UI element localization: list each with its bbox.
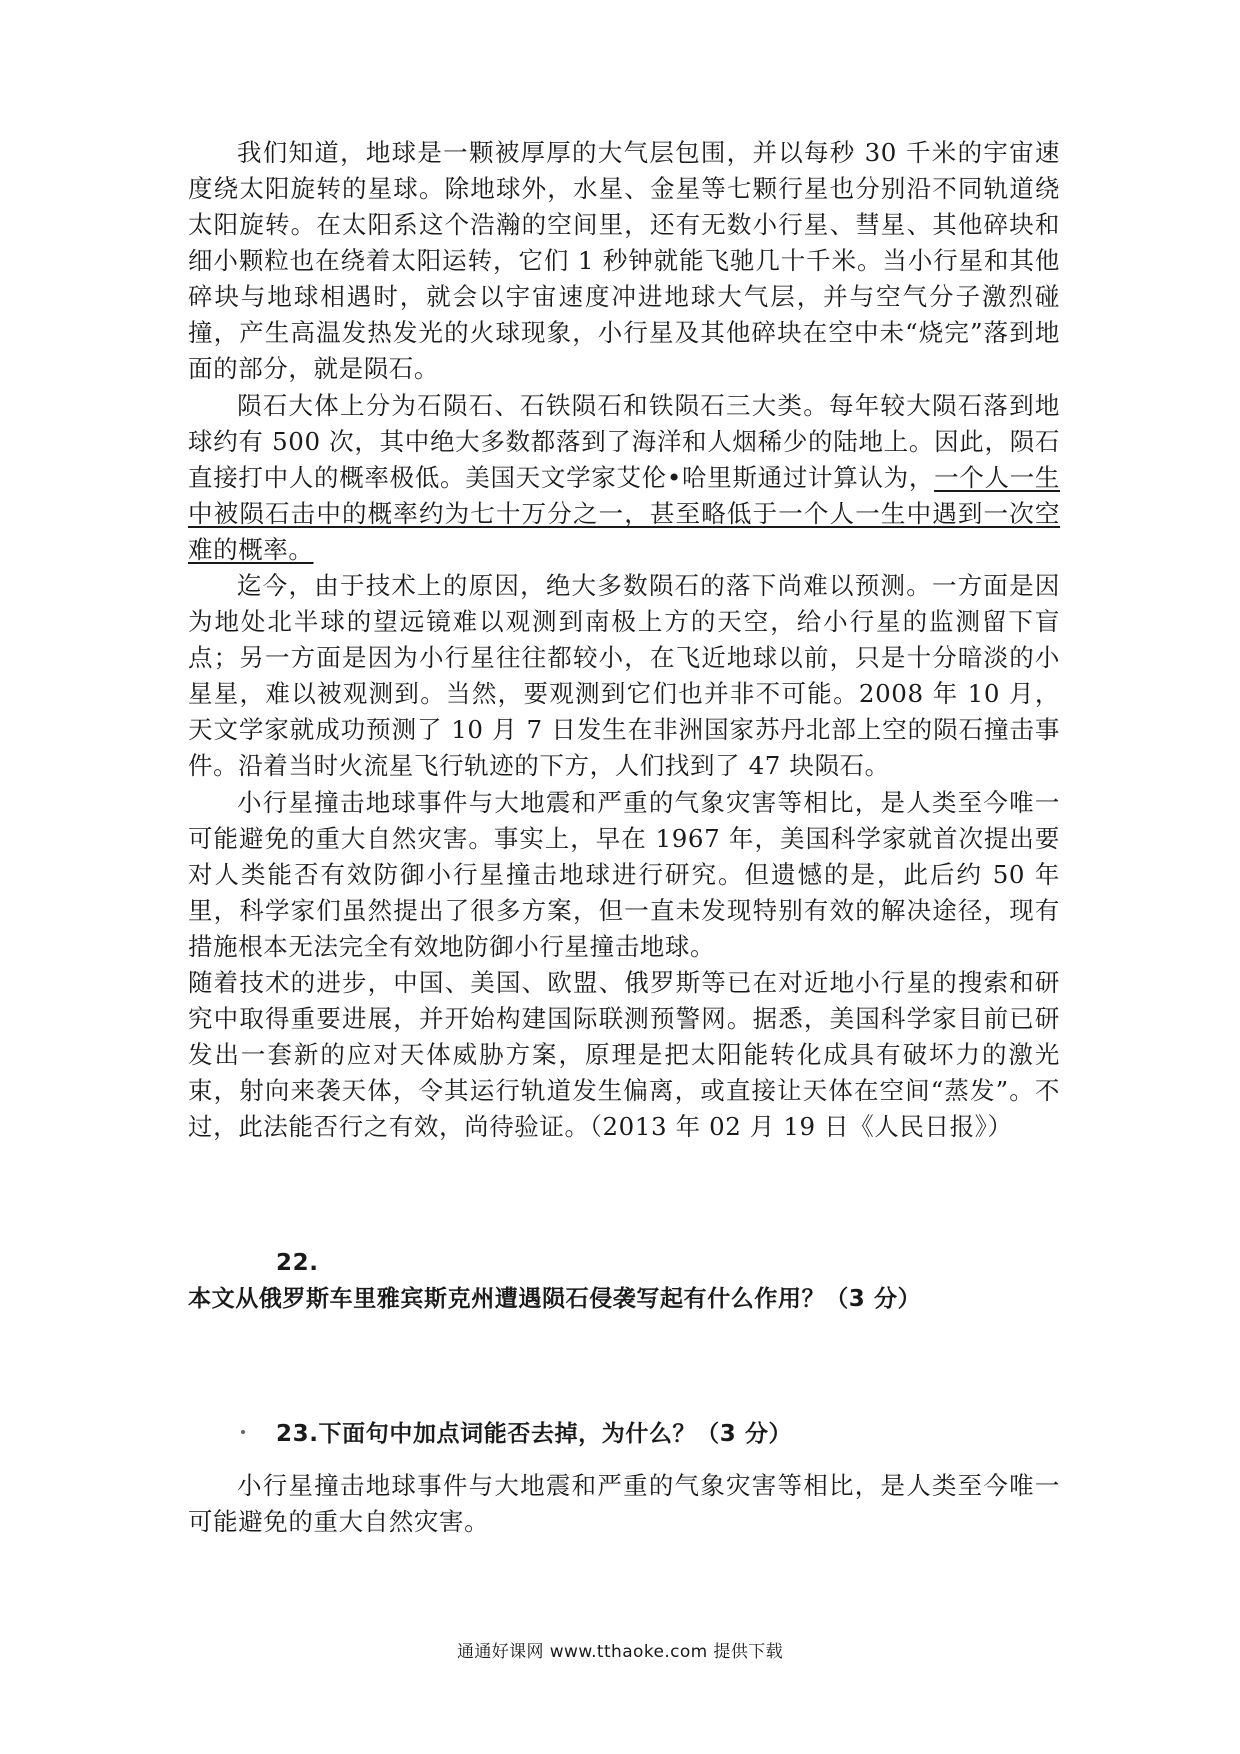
question-text: 本文从俄罗斯车里雅宾斯克州遭遇陨石侵袭写起有什么作用？（3 分） [188, 1286, 922, 1312]
paragraph-text: 陨石大体上分为石陨石、石铁陨石和铁陨石三大类。每年较大陨石落到地球约有 500 次，其中绝大多数都落到了海洋和人烟稀少的陆地上。因此，陨石直接打中人的概率极低。美国天文学家艾伦•哈里斯通过计算认为， [188, 391, 1060, 492]
page-footer: 通通好课网 www.tthaoke.com 提供下载 [456, 1642, 784, 1662]
scan-speck [241, 1430, 245, 1434]
paragraph-earth-and-meteorites: 我们知道，地球是一颗被厚厚的大气层包围，并以每秒 30 千米的宇宙速度绕太阳旋转的星球。除地球外，水星、金星等七颗行星也分别沿不同轨道绕太阳旋转。在太阳系这个浩瀚的空间里，还有无数小行星、彗星、其他碎块和细小颗粒也在绕着太阳运转，它们 1 秒钟就能飞驰几十千米。当小行星和其他碎块与地球相遇时，就会以宇宙速度冲进地球大气层，并与空气分子激烈碰撞，产生高温发热发光的火球现象，小行星及其他碎块在空中未“烧完”落到地面的部分，就是陨石。 [188, 138, 1060, 383]
question-text: 下面句中加点词能否去掉，为什么？（3 分） [318, 1421, 793, 1447]
question-number: 23. [276, 1421, 319, 1447]
paragraph-defense-progress: 随着技术的进步，中国、美国、欧盟、俄罗斯等已在对近地小行星的搜索和研究中取得重要进展，并开始构建国际联测预警网。据悉，美国科学家目前已研发出一套新的应对天体威胁方案，原理是把太阳能转化成具有破坏力的激光束，射向来袭天体，令其运行轨道发生偏离，或直接让天体在空间“蒸发”。不过，此法能否行之有效，尚待验证。（2013 年 02 月 19 日《人民日报》） [188, 968, 1060, 1141]
paragraph-meteorite-types [188, 388, 1060, 568]
underlined-sentence: 一个人一生中被陨石击中的概率约为七十万分之一，甚至略低于一个人一生中遇到一次空难的概率。 [188, 463, 1060, 564]
question-23 [276, 1416, 1060, 1452]
paragraph-natural-disaster: 小行星撞击地球事件与大地震和严重的气象灾害等相比，是人类至今唯一可能避免的重大自然灾害。事实上，早在 1967 年，美国科学家就首次提出要对人类能否有效防御小行星撞击地球进行研究。但遗憾的是，此后约 50 年里，科学家们虽然提出了很多方案，但一直未发现特别有效的解决途径，现有措施根本无法完全有效地防御小行星撞击地球。 [188, 788, 1060, 961]
quoted-sentence: 小行星撞击地球事件与大地震和严重的气象灾害等相比，是人类至今唯一可能避免的重大自然灾害。 [188, 1471, 1060, 1536]
paragraph-prediction: 迄今，由于技术上的原因，绝大多数陨石的落下尚难以预测。一方面是因为地处北半球的望远镜难以观测到南极上方的天空，给小行星的监测留下盲点；另一方面是因为小行星往往都较小，在飞近地球以前，只是十分暗淡的小星星，难以被观测到。当然，要观测到它们也并非不可能。2008 年 10 月，天文学家就成功预测了 10 月 7 日发生在非洲国家苏丹北部上空的陨石撞击事件。沿着当时火流星飞行轨迹的下方，人们找到了 47 块陨石。 [188, 571, 1060, 780]
question-number: 22. [276, 1250, 319, 1276]
question-22 [188, 1245, 1060, 1317]
